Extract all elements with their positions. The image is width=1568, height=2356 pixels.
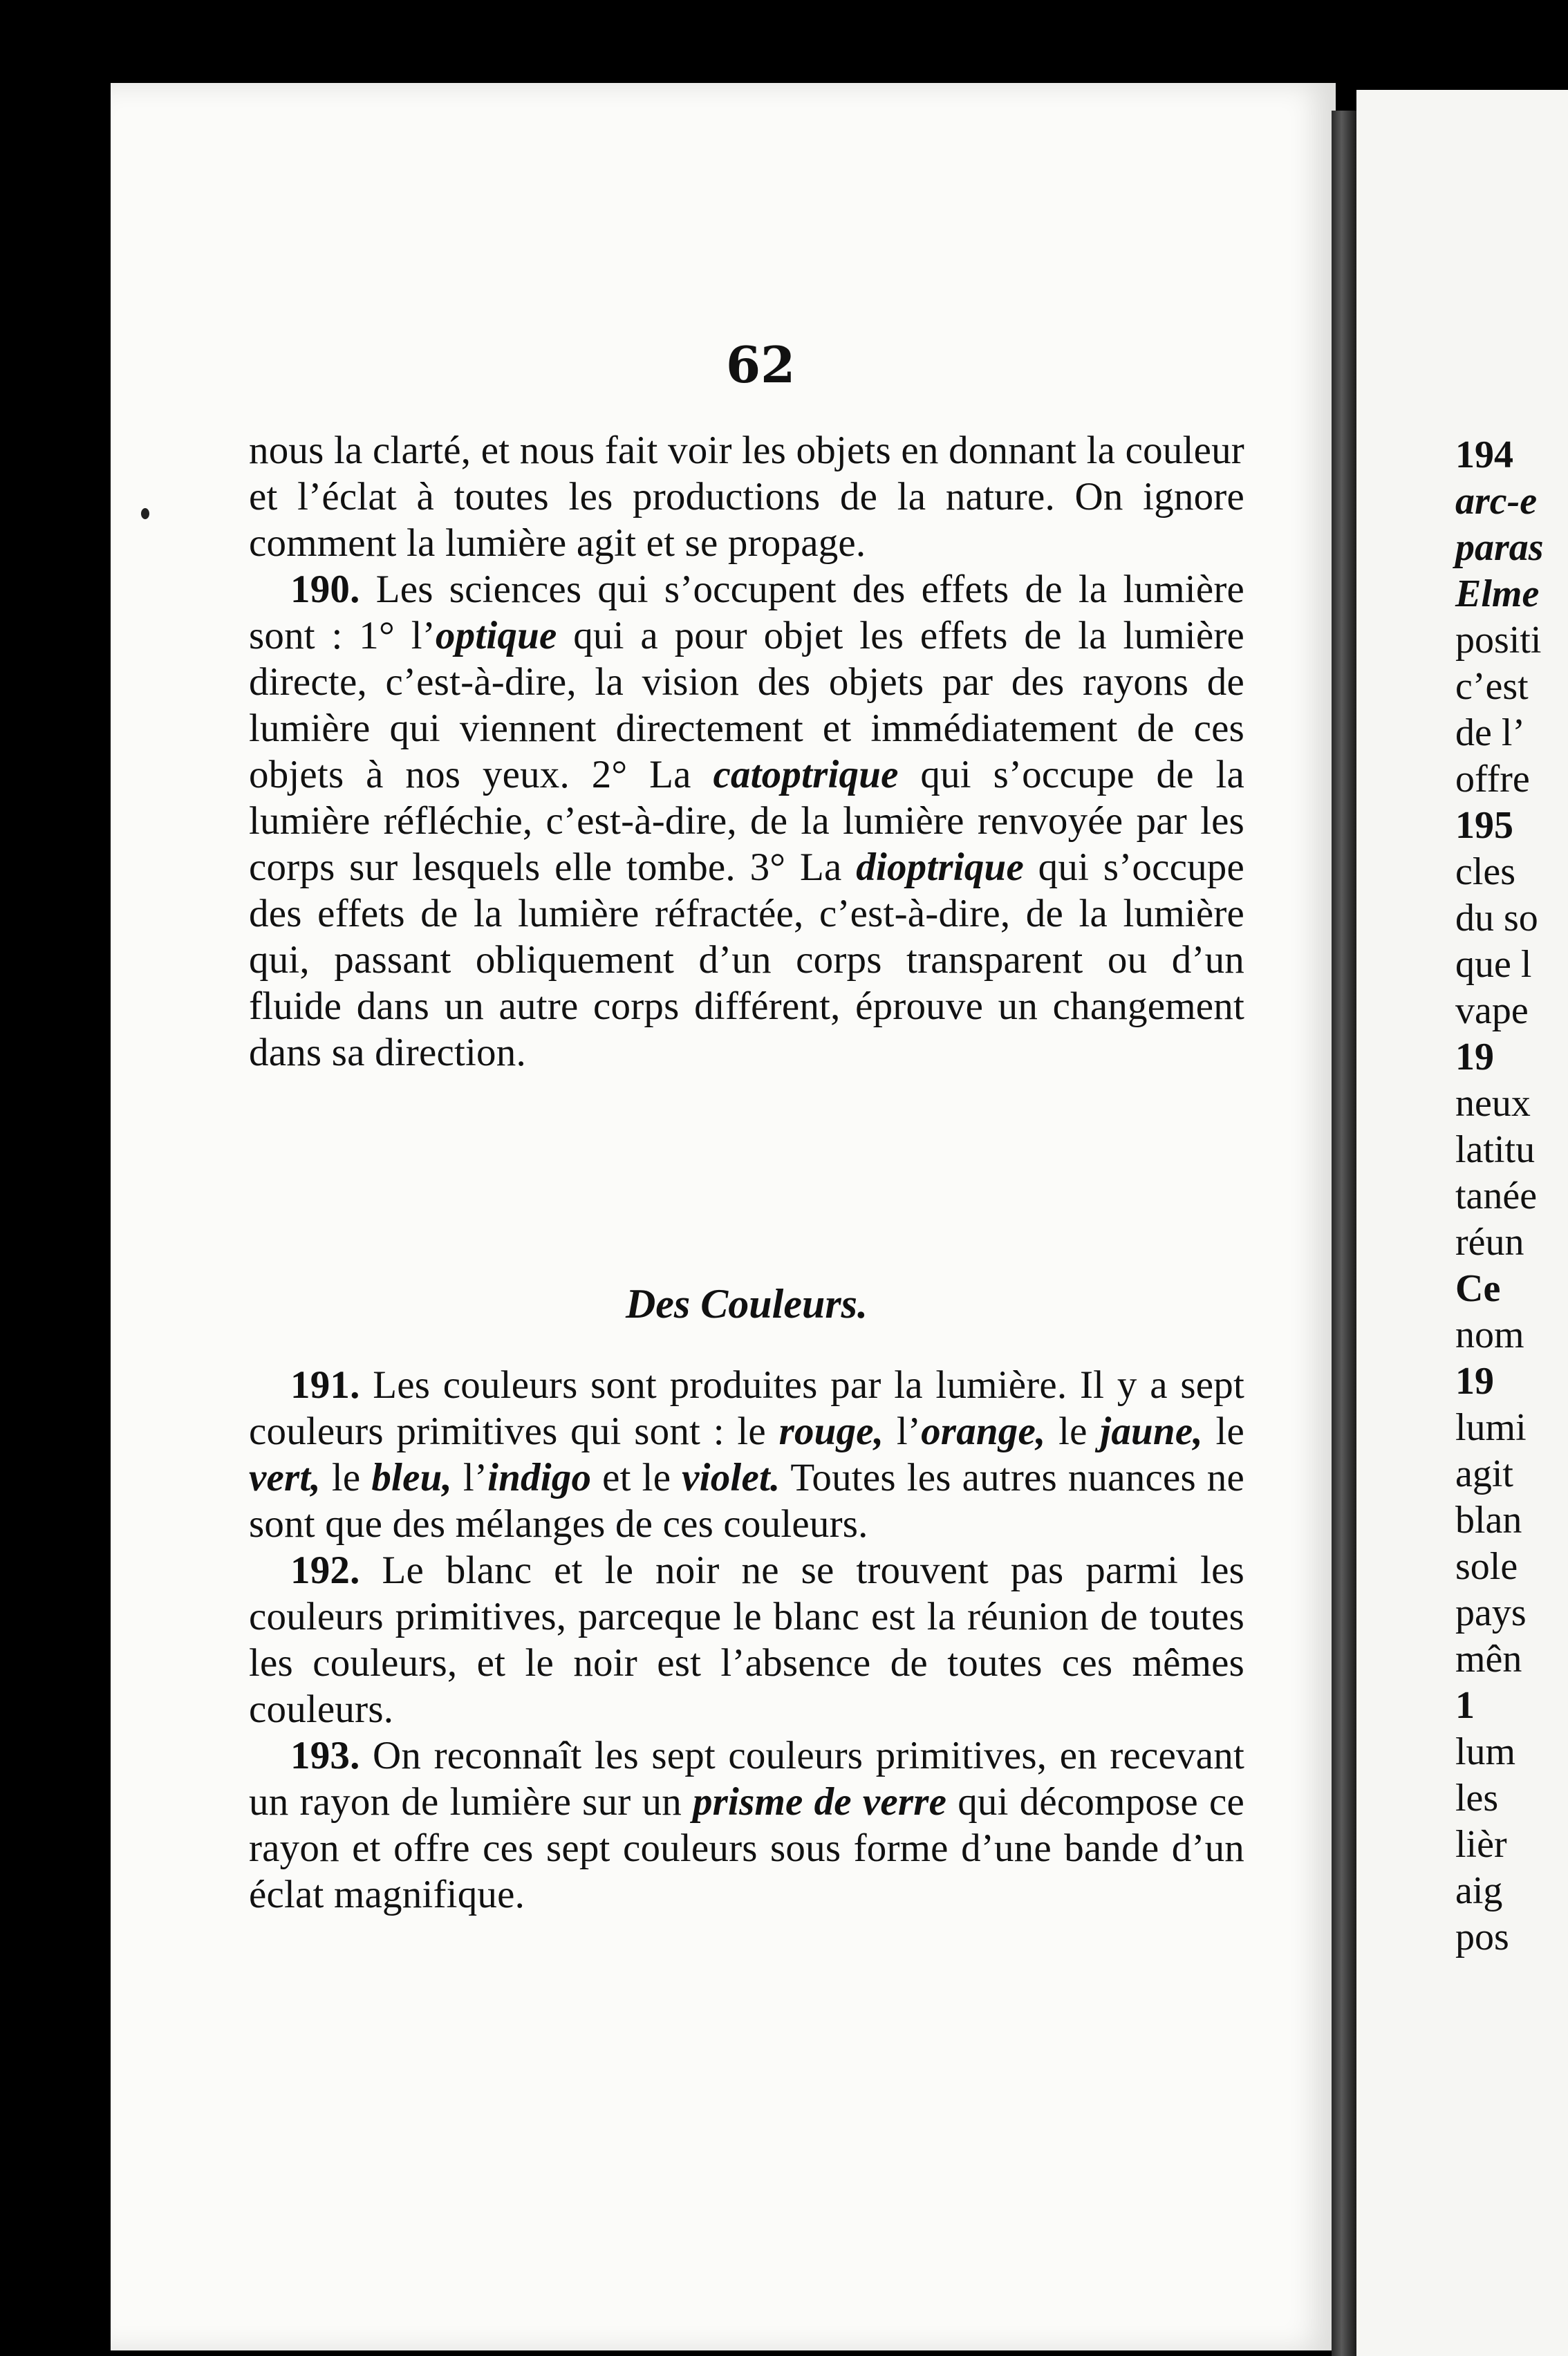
text-block-bottom xyxy=(249,1362,1244,1918)
right-page-line: 19 xyxy=(1455,1036,1494,1078)
emphasized-term: vert, xyxy=(249,1456,321,1499)
right-page-line: 1 xyxy=(1455,1684,1475,1727)
right-page-line: tanée xyxy=(1455,1175,1538,1217)
paragraph-text: Les couleurs sont produites par la lumière. Il y a sept couleurs primitives qui sont : le xyxy=(249,1363,1244,1453)
page-number: 62 xyxy=(726,335,796,394)
right-page-line: que l xyxy=(1455,943,1532,986)
paragraph-text: Les sciences qui s’occupent des effets de la lumière sont : 1° l’ xyxy=(249,568,1244,657)
right-page-line: latitu xyxy=(1455,1128,1536,1171)
emphasized-term: indigo xyxy=(487,1456,592,1499)
paragraph-number: 191. xyxy=(290,1363,360,1407)
right-page-line: nom xyxy=(1455,1313,1524,1356)
paragraph-text: qui s’occupe de la lumière réfléchie, c’est-à-dire, de la lumière renvoyée par les corps sur lesquels elle tombe. 3° La xyxy=(249,753,1244,889)
right-page-line: neux xyxy=(1455,1082,1531,1125)
right-page-line: blan xyxy=(1455,1499,1522,1542)
emphasized-term: violet. xyxy=(682,1456,781,1499)
right-page-line: du so xyxy=(1455,897,1538,939)
right-page-line: lum xyxy=(1455,1730,1516,1773)
right-page-line: paras xyxy=(1455,526,1544,569)
right-page-line: Ce xyxy=(1455,1267,1501,1310)
right-page-line: agit xyxy=(1455,1452,1513,1495)
paragraph-text: On reconnaît les sept couleurs primitives, en recevant un rayon de lumière sur un xyxy=(249,1734,1244,1824)
paragraph-text: qui décompose ce rayon et offre ces sept couleurs sous forme d’une bande d’un éclat magnifique. xyxy=(249,1780,1244,1916)
right-page-fragments xyxy=(1455,432,1544,1961)
paragraph-text: nous la clarté, et nous fait voir les objets en donnant la couleur et l’éclat à toutes les productions de la nature. On ignore comment la lumière agit et se propage. xyxy=(249,429,1244,565)
paragraph-number: 190. xyxy=(290,568,360,611)
emphasized-term: catoptrique xyxy=(713,753,899,796)
emphasized-term: orange, xyxy=(921,1410,1046,1453)
right-page-line: Elme xyxy=(1455,572,1540,615)
paragraph-number: 192. xyxy=(290,1549,360,1592)
left-page xyxy=(111,83,1336,2350)
paragraph-text: l’ xyxy=(884,1410,922,1453)
emphasized-term: dioptrique xyxy=(856,845,1024,889)
paragraph xyxy=(249,1362,1244,1547)
right-page-line: c’est xyxy=(1455,665,1529,708)
ink-mark xyxy=(141,508,149,519)
right-page-line: 19 xyxy=(1455,1360,1494,1403)
paragraph-text: qui a pour objet les effets de la lumière directe, c’est-à-dire, la vision des objets par des rayons de lumière qui viennent directement et immédiatement de ces objets à nos yeux. 2° La xyxy=(249,614,1244,796)
right-page-line: pos xyxy=(1455,1916,1509,1958)
right-page-line: 195 xyxy=(1455,804,1513,847)
right-page-line: cles xyxy=(1455,850,1526,893)
right-page-line: positi xyxy=(1455,619,1542,662)
emphasized-term: optique xyxy=(435,614,557,657)
right-page-line: les xyxy=(1455,1777,1499,1820)
right-page-line: arc-e xyxy=(1455,480,1538,523)
paragraph-text: le xyxy=(1202,1410,1244,1453)
paragraph-text: le xyxy=(320,1456,372,1499)
paragraph-text: Toutes les autres nuances ne sont que des mélanges de ces couleurs. xyxy=(249,1456,1244,1546)
right-page-line: réun xyxy=(1455,1221,1524,1264)
right-page-line: pays xyxy=(1455,1591,1527,1634)
paragraph xyxy=(249,427,1244,566)
paragraph-number: 193. xyxy=(290,1734,360,1777)
paragraph-text: et le xyxy=(591,1456,682,1499)
paragraph xyxy=(249,566,1244,1076)
right-page-line: aig xyxy=(1455,1869,1503,1912)
book-gutter xyxy=(1332,111,1356,2356)
paragraph-text: qui s’occupe des effets de la lumière réfractée, c’est-à-dire, de la lumière qui, passant obliquement d’un corps transparent ou d’un fluide dans un autre corps différent, éprouve un changement dans sa direction. xyxy=(249,845,1244,1074)
emphasized-term: rouge, xyxy=(778,1410,884,1453)
right-page-line: de l’ xyxy=(1455,711,1526,754)
text-block-top xyxy=(249,427,1244,1076)
right-page-line: sole xyxy=(1455,1545,1518,1588)
right-page-line: lièr xyxy=(1455,1823,1507,1866)
right-page-line: 194 xyxy=(1455,433,1513,476)
emphasized-term: bleu, xyxy=(371,1456,452,1499)
right-page-line: offre xyxy=(1455,758,1540,801)
right-page-line: vape xyxy=(1455,989,1529,1032)
paragraph-text: Le blanc et le noir ne se trouvent pas parmi les couleurs primitives, parceque le blanc est la réunion de toutes les couleurs, et le noir est l’absence de toutes ces mêmes couleurs. xyxy=(249,1549,1244,1731)
emphasized-term: prisme de verre xyxy=(692,1780,947,1824)
section-heading: Des Couleurs. xyxy=(625,1281,868,1327)
paragraph xyxy=(249,1547,1244,1732)
paragraph-text: l’ xyxy=(451,1456,488,1499)
paragraph xyxy=(249,1732,1244,1918)
right-page-line: lumi xyxy=(1455,1406,1527,1449)
emphasized-term: jaune, xyxy=(1100,1410,1203,1453)
right-page-line: mên xyxy=(1455,1638,1522,1681)
paragraph-text: le xyxy=(1045,1410,1101,1453)
